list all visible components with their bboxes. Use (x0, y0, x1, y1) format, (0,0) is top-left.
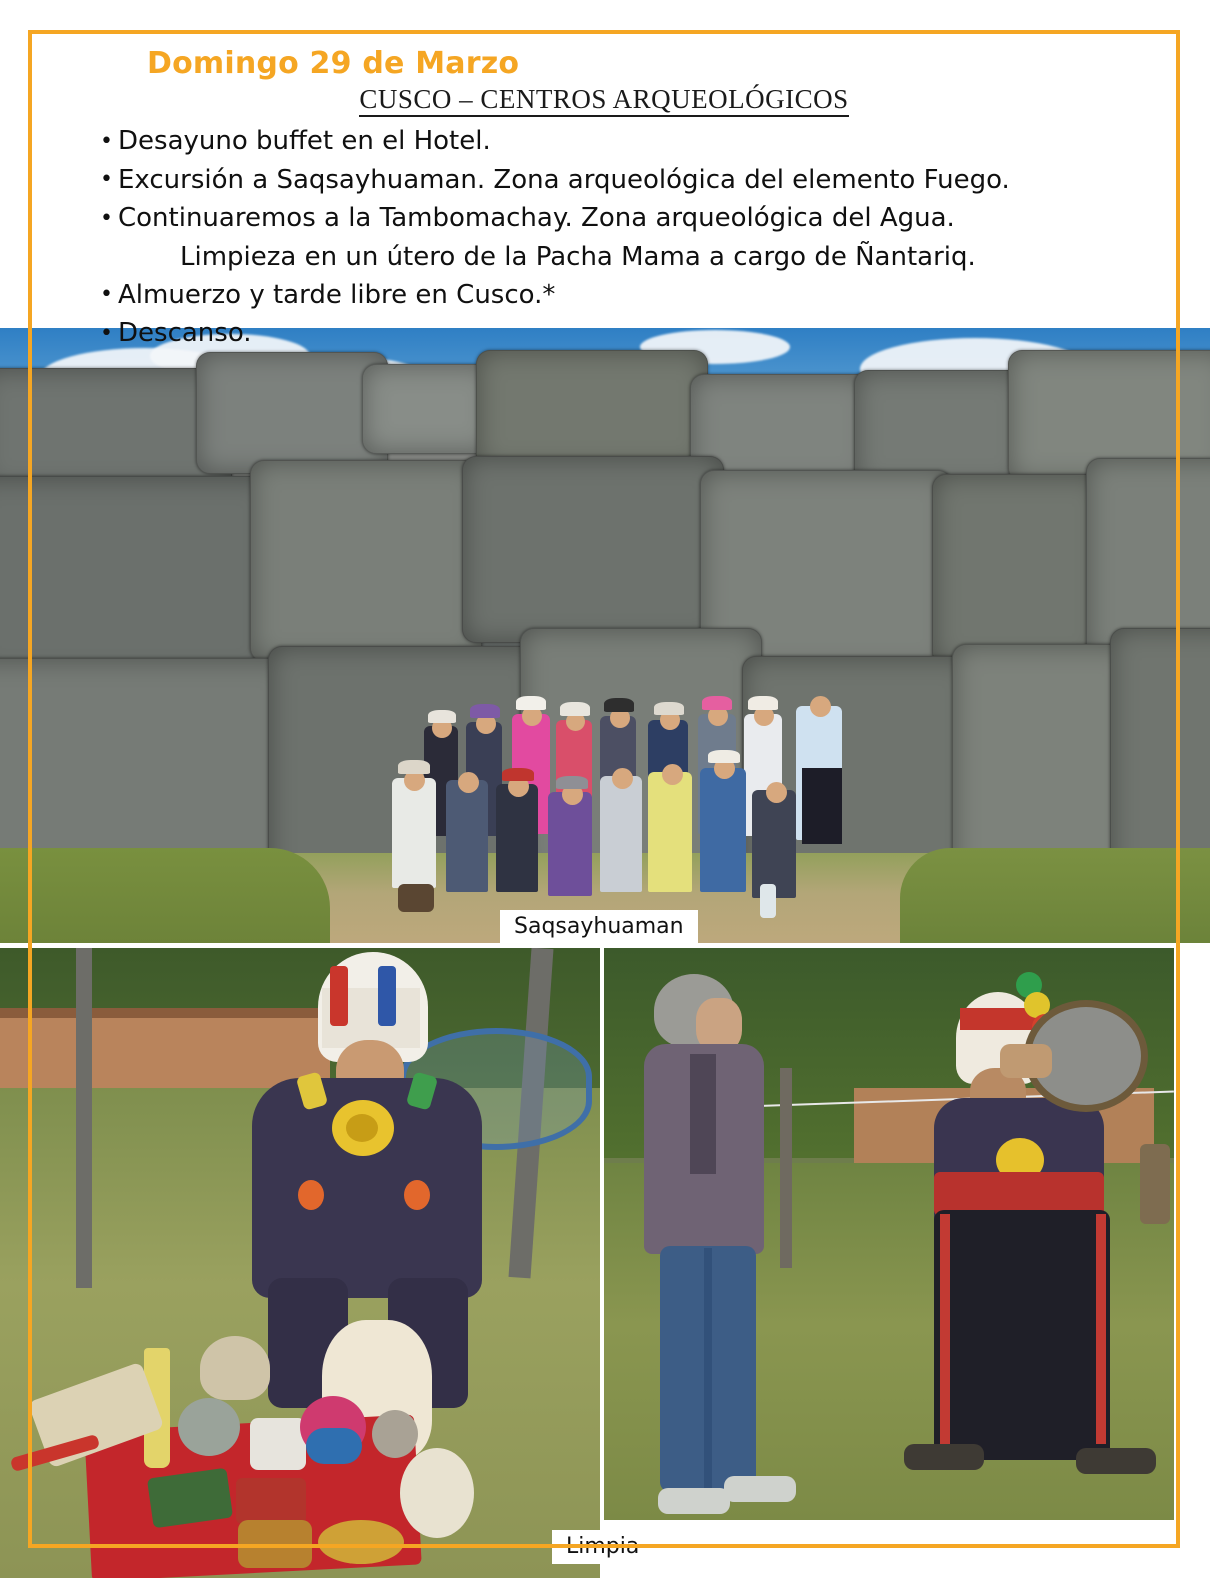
page-title-text: CUSCO – CENTROS ARQUEOLÓGICOS (359, 84, 848, 117)
itinerary-list (100, 122, 1160, 353)
tourist-figure (700, 768, 746, 892)
medallion-center (346, 1114, 378, 1142)
tourist-head (458, 772, 479, 793)
stone-block (196, 352, 388, 474)
drum (238, 1520, 312, 1568)
list-item-label: Excursión a Saqsayhuaman. Zona arqueológica del elemento Fuego. (118, 164, 1010, 195)
tourist-legs (802, 768, 842, 844)
stone-object (178, 1398, 240, 1456)
wooden-post (780, 1068, 792, 1268)
grass-patch (0, 848, 330, 943)
list-item-label: Almuerzo y tarde libre en Cusco.* (118, 279, 556, 310)
stone-block (362, 364, 494, 454)
hat-pattern (960, 1008, 1036, 1030)
trouser-stripe (940, 1214, 950, 1454)
bullet-icon: • (100, 282, 113, 307)
tourist-figure (752, 790, 796, 898)
sneaker (724, 1476, 796, 1502)
singing-bowl (318, 1520, 404, 1564)
tourist-head (612, 768, 633, 789)
grass-patch (900, 848, 1210, 943)
stone-block (462, 456, 724, 643)
bullet-icon: • (100, 128, 113, 154)
page-title (32, 84, 1176, 115)
wooden-staff (1140, 1144, 1170, 1224)
sun-hat (708, 750, 740, 763)
yarn-band (306, 1428, 362, 1464)
stone-object (372, 1410, 418, 1458)
bullet-icon: • (100, 167, 113, 192)
sun-hat (604, 698, 634, 712)
list-item (100, 314, 1160, 353)
hat-pattern (330, 966, 348, 1026)
jeans-seam (704, 1248, 712, 1488)
shaman-hand (1000, 1044, 1052, 1078)
tourist-figure (446, 780, 488, 892)
sun-hat (560, 702, 590, 716)
sun-hat (470, 704, 500, 718)
photo-limpia-ceremony (604, 948, 1174, 1520)
list-item-label: Desayuno buffet en el Hotel. (118, 126, 491, 156)
caption-limpia: Limpia (552, 1530, 653, 1564)
trouser-stripe (1096, 1214, 1106, 1444)
sun-hat (654, 702, 684, 715)
tourist-figure (392, 778, 436, 888)
sneaker (658, 1488, 730, 1514)
list-item (100, 122, 1160, 161)
sandal (1076, 1448, 1156, 1474)
caption-saqsayhuaman: Saqsayhuaman (500, 910, 698, 944)
stone-block (0, 476, 272, 678)
jacket-zipper (690, 1054, 716, 1174)
tourist-head (662, 764, 683, 785)
stone-block (250, 460, 482, 662)
white-cloth (250, 1418, 306, 1470)
spiral-shell (400, 1448, 474, 1538)
sun-hat (702, 696, 732, 710)
wooden-post (76, 948, 92, 1288)
tourist-figure (496, 784, 538, 892)
photo-shaman-offering (0, 948, 600, 1578)
shaman-trousers (934, 1210, 1110, 1460)
stone-block (1110, 628, 1210, 880)
stone-block (476, 350, 708, 470)
backpack (398, 884, 434, 912)
tourist-figure (548, 792, 592, 896)
list-item (100, 161, 1160, 200)
photo-saqsayhuaman (0, 328, 1210, 943)
list-item-label: Continuaremos a la Tambomachay. Zona arqueológica del Agua. (118, 203, 955, 233)
sun-hat (748, 696, 778, 710)
red-beads (236, 1478, 306, 1524)
sandal (904, 1444, 984, 1470)
water-bottle (760, 884, 776, 918)
tourist-head (810, 696, 831, 717)
date-heading: Domingo 29 de Marzo (147, 46, 520, 81)
list-item-label: Descanso. (118, 318, 252, 348)
tourist-figure (600, 776, 642, 892)
list-item (100, 276, 1160, 315)
hat-pattern (378, 966, 396, 1026)
list-item (100, 199, 1160, 238)
bullet-icon: • (100, 320, 113, 346)
sun-hat (556, 776, 588, 789)
sun-hat (516, 696, 546, 710)
bullet-icon: • (100, 205, 113, 231)
sun-hat (502, 768, 534, 781)
highlight-note: Limpieza en un útero de la Pacha Mama a cargo de Ñantariq. (180, 241, 976, 272)
tourist-figure (648, 772, 692, 892)
pom-pom (298, 1180, 324, 1210)
tourist-head (766, 782, 787, 803)
sun-hat (428, 710, 456, 723)
itinerary-header (32, 34, 1176, 348)
stone-block (932, 474, 1104, 666)
sun-hat (398, 760, 430, 774)
leather-pouch (200, 1336, 270, 1400)
pom-pom (404, 1180, 430, 1210)
